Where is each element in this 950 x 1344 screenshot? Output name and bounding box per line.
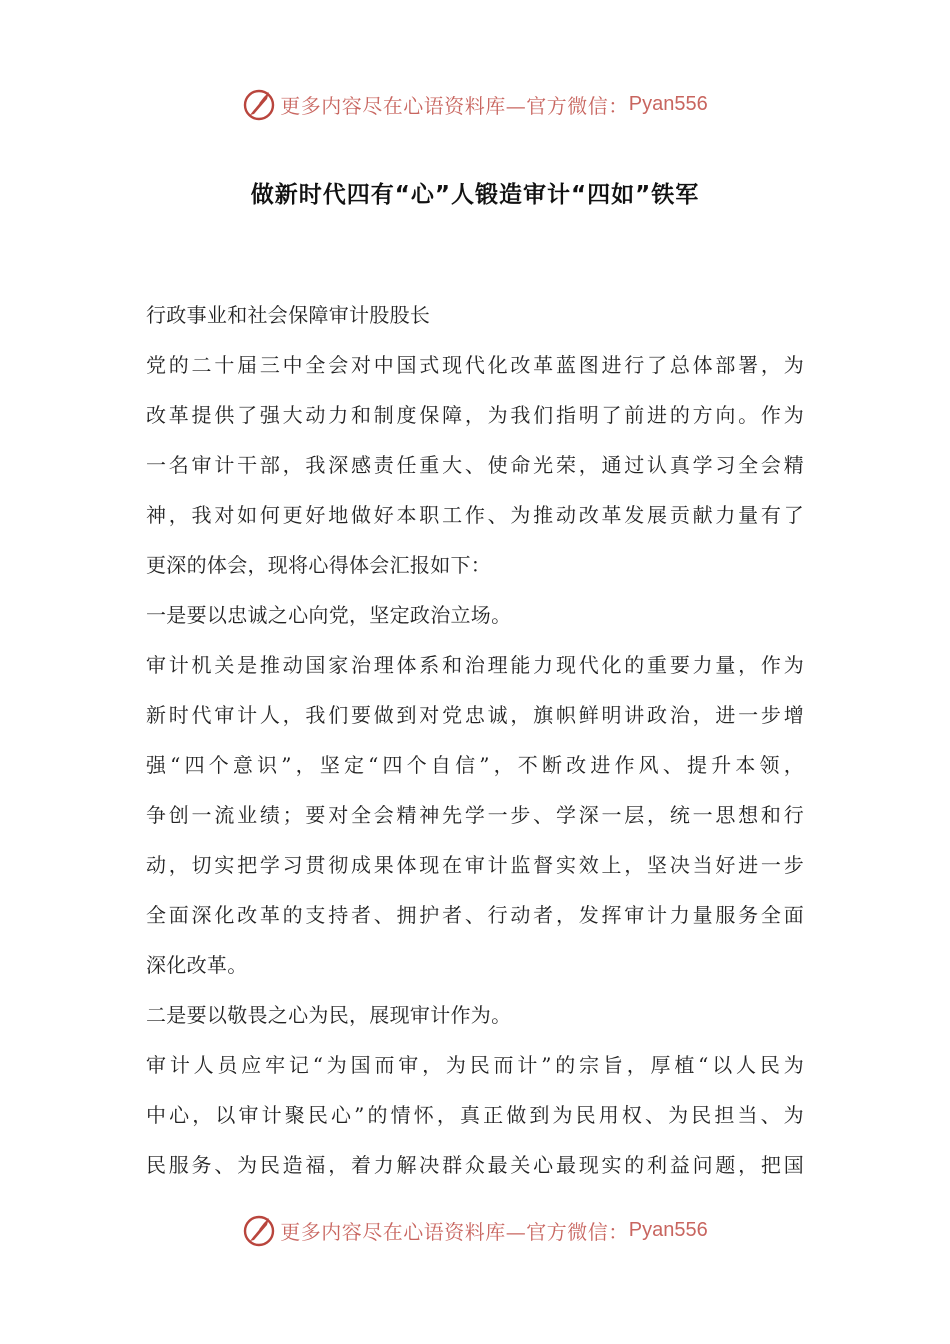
watermark-banner-top	[0, 84, 950, 124]
watermark-text: 更多内容尽在心语资料库—官方微信：	[280, 93, 629, 118]
text-line	[146, 1140, 804, 1190]
text-line	[146, 840, 804, 890]
text-line-content: 一是要以忠诚之心向党，坚定政治立场。	[146, 603, 512, 627]
text-line-content: 审计人员应牢记“为国而审，为民而计”的宗旨，厚植“以人民为	[146, 1053, 804, 1077]
watermark-wechat-id: Pyan556	[628, 1218, 708, 1241]
text-line	[146, 1040, 804, 1090]
watermark-wechat-id: Pyan556	[628, 92, 708, 115]
text-line	[146, 940, 804, 990]
text-line-content: 一名审计干部，我深感责任重大、使命光荣，通过认真学习全会精	[146, 453, 804, 477]
text-line	[146, 890, 804, 940]
text-line	[146, 1090, 804, 1140]
text-line	[146, 990, 804, 1040]
text-line-content: 动，切实把学习贯彻成果体现在审计监督实效上，坚决当好进一步	[146, 853, 804, 877]
author-line	[146, 290, 804, 340]
text-line-content: 全面深化改革的支持者、拥护者、行动者，发挥审计力量服务全面	[146, 903, 804, 927]
text-line-content: 新时代审计人，我们要做到对党忠诚，旗帜鲜明讲政治，进一步增	[146, 703, 804, 727]
body-paragraphs	[146, 340, 804, 1190]
document-body	[146, 290, 804, 1190]
quill-pen-logo-icon	[242, 87, 276, 121]
text-line-content: 强“四个意识”，坚定“四个自信”，不断改进作风、提升本领，	[146, 753, 804, 777]
text-line-content: 神，我对如何更好地做好本职工作、为推动改革发展贡献力量有了	[146, 503, 804, 527]
text-line-content: 民服务、为民造福，着力解决群众最关心最现实的利益问题，把国	[146, 1153, 804, 1177]
text-line	[146, 390, 804, 440]
text-line	[146, 540, 804, 590]
watermark-banner-bottom	[0, 1210, 950, 1250]
text-line-content: 中心，以审计聚民心”的情怀，真正做到为民用权、为民担当、为	[146, 1103, 804, 1127]
quill-pen-logo-icon	[242, 1213, 276, 1247]
text-line	[146, 340, 804, 390]
text-line	[146, 640, 804, 690]
text-line	[146, 790, 804, 840]
document-title: 做新时代四有“心”人锻造审计“四如”铁军	[250, 182, 700, 208]
text-line-content: 二是要以敬畏之心为民，展现审计作为。	[146, 1003, 512, 1027]
text-line-content: 党的二十届三中全会对中国式现代化改革蓝图进行了总体部署，为	[146, 353, 804, 377]
text-line	[146, 440, 804, 490]
text-line	[146, 490, 804, 540]
text-line-content: 改革提供了强大动力和制度保障，为我们指明了前进的方向。作为	[146, 403, 804, 427]
watermark-text: 更多内容尽在心语资料库—官方微信：	[280, 1219, 629, 1244]
text-line-content: 审计机关是推动国家治理体系和治理能力现代化的重要力量，作为	[146, 653, 804, 677]
text-line	[146, 690, 804, 740]
author-text: 行政事业和社会保障审计股股长	[146, 303, 431, 327]
text-line-content: 深化改革。	[146, 953, 248, 977]
text-line	[146, 740, 804, 790]
text-line	[146, 590, 804, 640]
text-line-content: 争创一流业绩；要对全会精神先学一步、学深一层，统一思想和行	[146, 803, 804, 827]
text-line-content: 更深的体会，现将心得体会汇报如下：	[146, 553, 492, 577]
